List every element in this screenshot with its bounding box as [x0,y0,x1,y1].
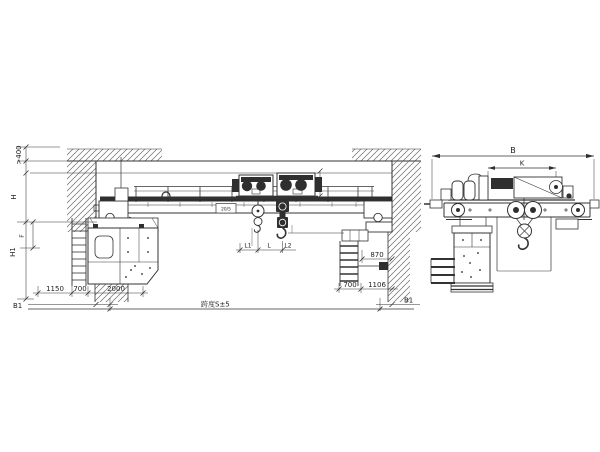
trolley-wheel [307,196,312,201]
cab-side-view [431,217,493,292]
hoist-motor [491,178,513,189]
ceiling-hatch-right [352,149,421,161]
wall-bracket [379,262,388,270]
dim-clearance-top: >400 [15,145,23,165]
under-bridge-box [556,219,578,229]
trolley-wheel [240,196,245,201]
dim-L2: L2 [284,242,292,250]
dim-B: B [510,146,516,155]
right-column-hatch [388,232,410,302]
ceiling-hatch-left [67,149,162,161]
cab-top-frame [88,218,158,228]
trolley-front [232,169,323,202]
girder-stiffeners [148,202,356,207]
buffer-right-side [590,200,599,208]
dim-L1: L1 [244,242,252,250]
dim-L: L [267,242,271,250]
dim-H1: H1 [9,247,17,257]
dim-1106: 1106 [368,281,386,289]
dim-2000: 2000 [107,285,125,293]
dim-F: F [19,234,26,238]
side-view [424,146,599,292]
dim-B1-left: B1 [13,302,23,310]
dim-B1-right: B1 [404,296,414,305]
cab-side-top-frame [452,226,492,233]
dim-H: H [10,194,18,200]
aux-hook [254,226,260,233]
aux-hook-eye [254,218,262,226]
trolley-end-box-right [315,177,322,192]
trolley-end-box-left [232,179,239,192]
access-platform-box [342,230,368,241]
dim-700-right: 700 [343,281,357,289]
main-hook-block [277,217,288,228]
right-runway-beam [366,222,392,232]
resistor-box [464,181,475,200]
hook-side-view [516,218,533,249]
panel-box [479,176,488,200]
right-crane-wheel [374,213,382,221]
dim-870: 870 [370,251,384,259]
dim-span: 跨度S±5 [201,300,230,309]
resistor-box [452,181,463,200]
hook-side [519,238,528,249]
side-shelf-rack [431,259,455,283]
dim-1150: 1150 [46,285,64,293]
cab-side-base [451,283,493,292]
hooks-front [252,201,344,246]
dim-K: K [519,159,525,168]
buffer-left-side [430,200,442,208]
main-hook [277,228,285,238]
operator-cab-front [72,218,388,286]
right-wall-hatch [392,161,421,232]
wall-ladder-right [340,241,379,286]
capacity-plate-label: 20/5 [221,207,231,213]
bridge-end-view [424,200,599,271]
dim-700-left: 700 [73,285,87,293]
dimensions-hooks [236,230,296,253]
travel-drive-box [115,188,128,201]
